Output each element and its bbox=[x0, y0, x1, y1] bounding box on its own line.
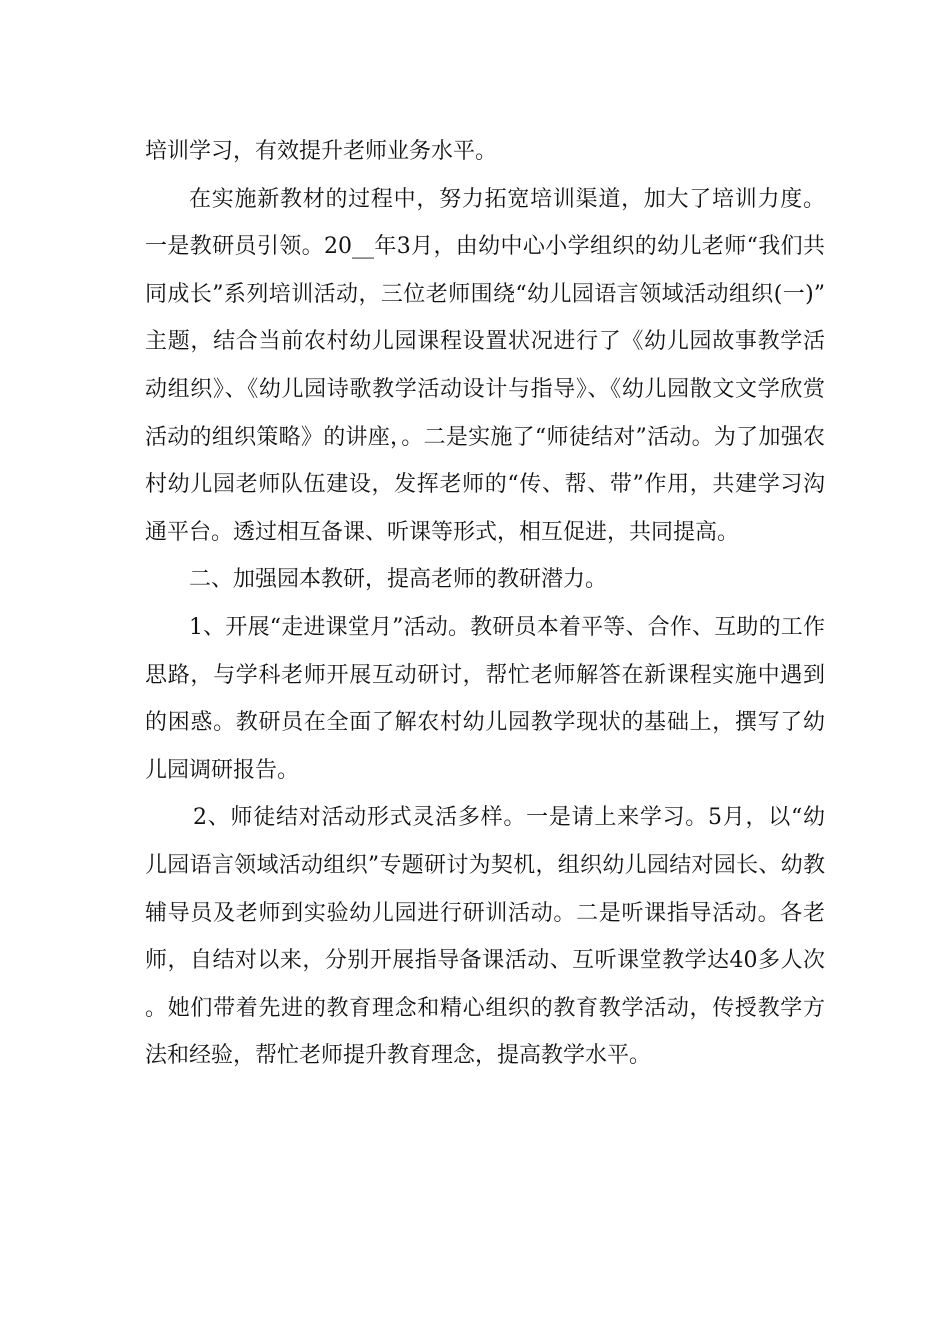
paragraph-continuation: 培训学习，有效提升老师业务水平。 bbox=[145, 139, 498, 164]
section-heading-teaching-research: 二、加强园本教研，提高老师的教研潜力。 bbox=[189, 567, 608, 593]
paragraph-classroom-month: 1、开展“走进课堂月”活动。教研员本着平等、合作、互助的工作思路，与学科老师开展互动研讨，帮忙老师解答在新课程实施中遇到的困惑。教研员在全面了解农村幼儿园教学现状的基础上，撰写了幼儿园调研报告。 bbox=[145, 614, 825, 783]
paragraph-training-channels: 在实施新教材的过程中，努力拓宽培训渠道，加大了培训力度。一是教研员引领。20__年3月，由幼中心小学组织的幼儿老师“我们共同成长”系列培训活动，三位老师围绕“幼儿园语言领域活动组织(一)”主题，结合当前农村幼儿园课程设置状况进行了《幼儿园故事教学活动组织》、《幼儿园诗歌教学活动设计与指导》、《幼儿园散文文学欣赏活动的组织策略》的讲座，。二是实施了“师徒结对”活动。为了加强农村幼儿园老师队伍建设，发挥老师的“传、帮、带”作用，共建学习沟通平台。透过相互备课、听课等形式，相互促进，共同提高。 bbox=[145, 186, 825, 545]
paragraph-mentoring-activities: 2、师徒结对活动形式灵活多样。一是请上来学习。5月，以“幼儿园语言领域活动组织”专题研讨为契机，组织幼儿园结对园长、幼教辅导员及老师到实验幼儿园进行研训活动。二是听课指导活动。各老师，自结对以来，分别开展指导备课活动、互听课堂教学达40多人次。她们带着先进的教育理念和精心组织的教育教学活动，传授教学方法和经验，帮忙老师提升教育理念，提高教学水平。 bbox=[145, 805, 825, 1069]
document-body bbox=[145, 128, 825, 1080]
